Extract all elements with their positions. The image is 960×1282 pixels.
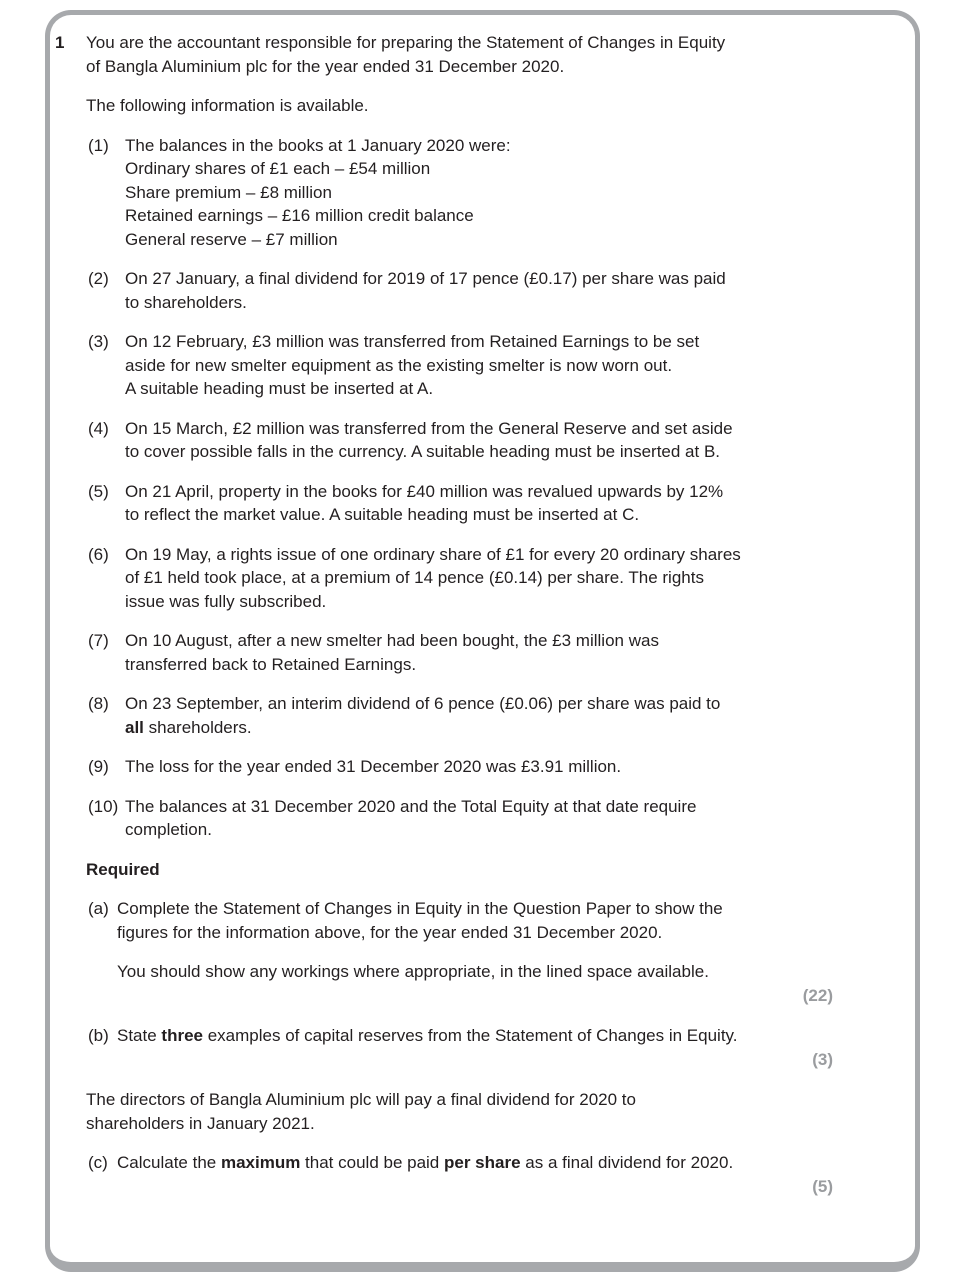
part-row xyxy=(86,1024,835,1048)
item-number: (9) xyxy=(88,757,109,776)
numbered-item xyxy=(86,692,835,739)
item-text: On 10 August, after a new smelter had been bought, the £3 million was transferred back to Retained Earnings. xyxy=(125,631,659,674)
numbered-item xyxy=(86,134,835,252)
item-number: (10) xyxy=(88,796,119,816)
item-number: (3) xyxy=(88,332,109,351)
item-text: On 21 April, property in the books for £40 million was revalued upwards by 12% to reflect the market value. A suitable heading must be inserted at C. xyxy=(125,481,724,524)
closing-paragraph: The directors of Bangla Aluminium plc will pay a final dividend for 2020 to shareholders in January 2021. xyxy=(86,1090,636,1133)
numbered-item xyxy=(86,417,835,464)
item-text: On 15 March, £2 million was transferred from the General Reserve and set aside to cover possible falls in the currency. A suitable heading must be inserted at B. xyxy=(125,418,733,461)
item-number: (5) xyxy=(88,481,109,501)
item-number: (6) xyxy=(88,544,109,564)
item-number: (2) xyxy=(88,269,109,288)
question-number: 1 xyxy=(55,33,65,52)
part-paragraph: Calculate the maximum that could be paid per share as a final dividend for 2020. xyxy=(117,1153,734,1172)
part-text xyxy=(117,1024,835,1048)
question-row xyxy=(55,31,835,1215)
part-letter: (a) xyxy=(88,899,109,918)
numbered-item xyxy=(86,629,835,676)
question-part xyxy=(86,897,835,1007)
part-c xyxy=(86,1151,835,1198)
part-text xyxy=(117,1151,835,1175)
numbered-item xyxy=(86,543,835,614)
question-part xyxy=(86,1024,835,1071)
numbered-item xyxy=(86,267,835,314)
marks-badge: (3) xyxy=(812,1049,833,1069)
item-text: The balances at 31 December 2020 and the Total Equity at that date require completion. xyxy=(125,796,697,839)
question-body xyxy=(86,31,835,1215)
info-line: The following information is available. xyxy=(86,96,369,115)
question-content xyxy=(55,31,835,1215)
part-paragraph: State three examples of capital reserves from the Statement of Changes in Equity. xyxy=(117,1026,738,1045)
required-heading: Required xyxy=(86,859,160,879)
parts-a-b xyxy=(86,897,835,1071)
part-letter: (b) xyxy=(88,1026,109,1045)
part-letter: (c) xyxy=(88,1153,108,1172)
marks-badge: (22) xyxy=(802,985,833,1005)
numbered-item xyxy=(86,330,835,401)
item-text: The balances in the books at 1 January 2020 were: Ordinary shares of £1 each – £54 million Share premium – £8 million Retained earnings – £16 million credit balance General reserve – £7 million xyxy=(125,135,511,249)
marks-badge: (5) xyxy=(812,1176,833,1196)
question-part xyxy=(86,1151,835,1198)
part-row xyxy=(86,1151,835,1175)
item-text: The loss for the year ended 31 December 2020 was £3.91 million. xyxy=(125,757,622,776)
item-text: On 23 September, an interim dividend of 6 pence (£0.06) per share was paid to all shareholders. xyxy=(125,694,721,737)
item-text: On 27 January, a final dividend for 2019 of 17 pence (£0.17) per share was paid to shareholders. xyxy=(125,269,726,312)
part-row xyxy=(86,897,835,984)
item-text: On 19 May, a rights issue of one ordinary share of £1 for every 20 ordinary shares of £1 held took place, at a premium of 14 pence (£0.14) per share. The rights issue was fully subscribed. xyxy=(125,544,741,611)
question-intro: You are the accountant responsible for preparing the Statement of Changes in Equity of Bangla Aluminium plc for the year ended 31 December 2020. xyxy=(86,33,726,76)
numbered-item xyxy=(86,480,835,527)
item-number: (1) xyxy=(88,135,109,155)
part-paragraph: Complete the Statement of Changes in Equity in the Question Paper to show the figures for the information above, for the year ended 31 December 2020. xyxy=(117,899,723,942)
item-number: (7) xyxy=(88,631,109,650)
item-number: (4) xyxy=(88,418,109,438)
part-paragraph: You should show any workings where appropriate, in the lined space available. xyxy=(117,962,709,981)
part-text xyxy=(117,897,835,984)
numbered-item xyxy=(86,795,835,842)
numbered-item xyxy=(86,755,835,779)
numbered-items-list xyxy=(86,134,835,842)
item-number: (8) xyxy=(88,694,109,713)
item-text: On 12 February, £3 million was transferred from Retained Earnings to be set aside for new smelter equipment as the existing smelter is now worn out. A suitable heading must be inserted at A. xyxy=(125,332,700,398)
